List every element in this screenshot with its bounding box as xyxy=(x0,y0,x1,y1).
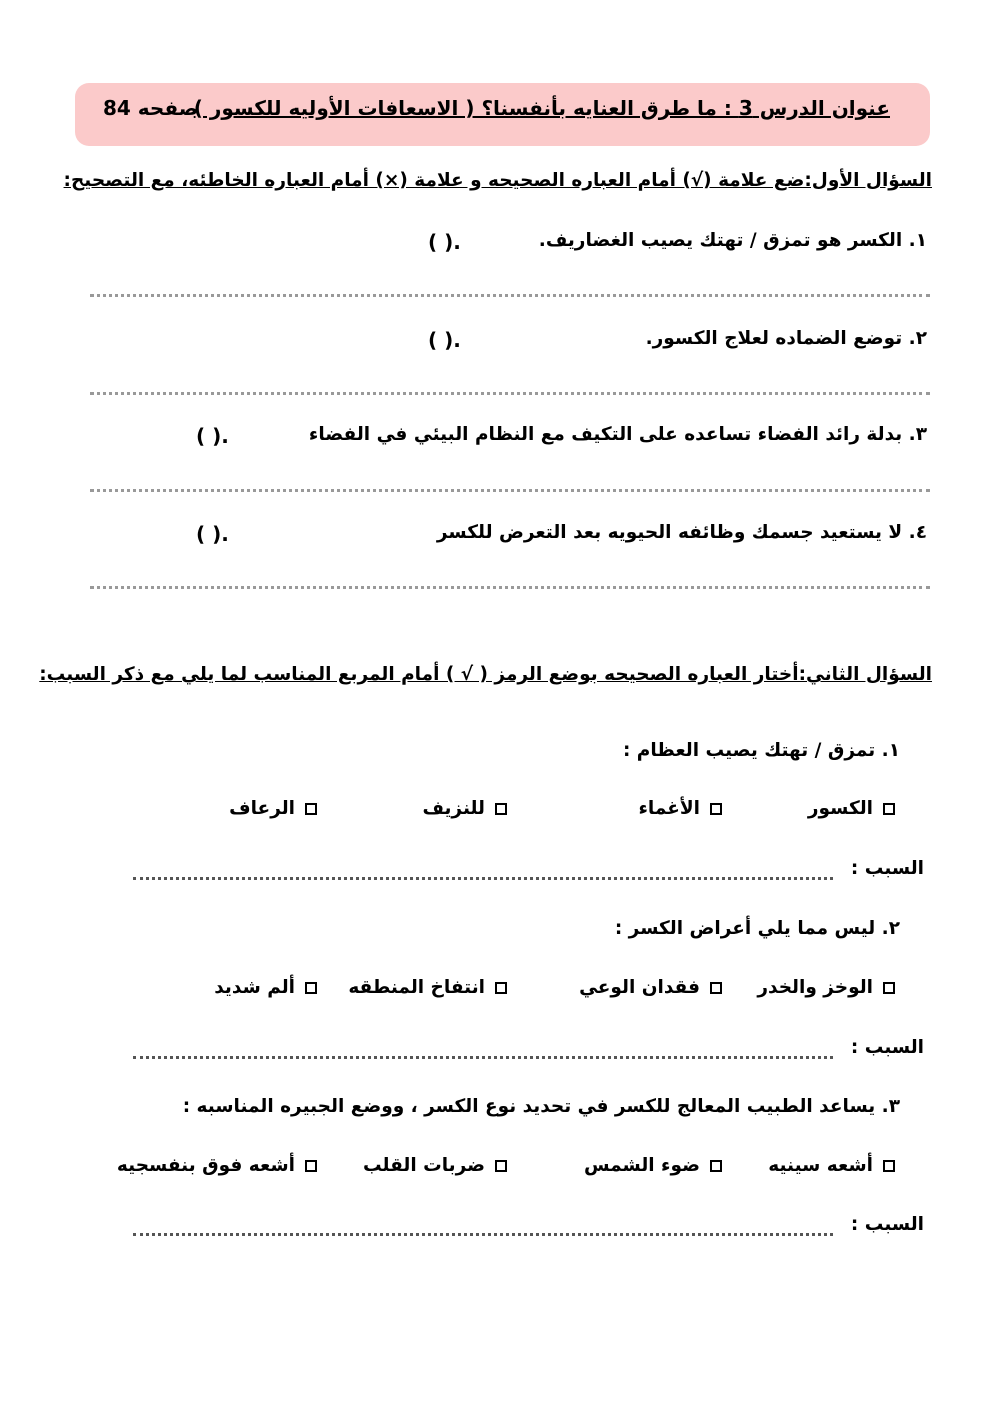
answer-parentheses[interactable]: ( ). xyxy=(196,522,229,546)
reason-line[interactable] xyxy=(133,877,833,880)
answer-parentheses[interactable]: ( ). xyxy=(428,230,461,254)
option-nosebleed[interactable] xyxy=(229,798,317,819)
question-2-heading: السؤال الثاني:أختار العباره الصحيحه بوضع الرمز ( √ ) أمام المربع المناسب لما يلي مع ذكر السبب: xyxy=(39,664,932,685)
checkbox[interactable] xyxy=(883,803,895,815)
question-1-heading: السؤال الأول:ضع علامة (√) أمام العباره الصحيحه و علامة (×) أمام العباره الخاطئه، مع التصحيح: xyxy=(63,170,932,191)
item-text: توضع الضماده لعلاج الكسور. xyxy=(645,328,903,349)
item-number: ١. xyxy=(881,740,900,761)
checkbox[interactable] xyxy=(495,1160,507,1172)
lesson-title: عنوان الدرس 3 : ما طرق العنايه بأنفسنا؟ ( الاسعافات الأوليه للكسور ) xyxy=(193,96,890,120)
option-label: أشعه فوق بنفسجيه xyxy=(116,1155,295,1176)
option-heartbeat[interactable] xyxy=(363,1155,507,1176)
item-number: ٤. xyxy=(908,522,927,543)
item-number: ٢. xyxy=(881,918,900,939)
checkbox[interactable] xyxy=(495,803,507,815)
reason-label: السبب : xyxy=(850,858,924,879)
reason-line[interactable] xyxy=(133,1233,833,1236)
option-ultraviolet[interactable] xyxy=(117,1155,317,1176)
item-text: تمزق / تهتك يصيب العظام : xyxy=(622,740,876,761)
q1-item-4 xyxy=(437,522,927,543)
q1-item-3 xyxy=(309,424,927,445)
option-bleeding[interactable] xyxy=(422,798,507,819)
page-reference: صفحه 84 xyxy=(103,96,199,120)
checkbox[interactable] xyxy=(710,803,722,815)
option-label: انتفاخ المنطقه xyxy=(348,977,485,998)
checkbox[interactable] xyxy=(883,1160,895,1172)
item-number: ١. xyxy=(908,230,927,251)
correction-line[interactable] xyxy=(90,489,930,492)
q2-item-3 xyxy=(183,1096,900,1117)
checkbox[interactable] xyxy=(305,1160,317,1172)
q1-item-2 xyxy=(646,328,927,349)
correction-line[interactable] xyxy=(90,294,930,297)
answer-parentheses[interactable]: ( ). xyxy=(196,424,229,448)
lesson-header xyxy=(75,83,930,146)
option-label: الرعاف xyxy=(229,798,295,819)
option-label: الوخز والخدر xyxy=(757,977,873,998)
correction-line[interactable] xyxy=(90,586,930,589)
item-text: لا يستعيد جسمك وظائفه الحيويه بعد التعرض للكسر xyxy=(436,522,903,543)
option-tingling[interactable] xyxy=(757,977,895,998)
reason-label: السبب : xyxy=(850,1214,924,1235)
option-swelling[interactable] xyxy=(348,977,507,998)
option-fractures[interactable] xyxy=(808,798,895,819)
item-number: ٣. xyxy=(881,1096,900,1117)
item-text: ليس مما يلي أعراض الكسر : xyxy=(614,918,876,939)
option-label: أشعه سينيه xyxy=(768,1155,873,1176)
option-sunlight[interactable] xyxy=(584,1155,722,1176)
option-severe-pain[interactable] xyxy=(214,977,317,998)
item-text: الكسر هو تمزق / تهتك يصيب الغضاريف. xyxy=(538,230,903,251)
checkbox[interactable] xyxy=(710,982,722,994)
option-x-rays[interactable] xyxy=(768,1155,895,1176)
q1-item-1 xyxy=(539,230,927,251)
checkbox[interactable] xyxy=(710,1160,722,1172)
item-text: بدلة رائد الفضاء تساعده على التكيف مع النظام البيئي في الفضاء xyxy=(308,424,903,445)
q2-item-2 xyxy=(615,918,900,939)
checkbox[interactable] xyxy=(305,982,317,994)
option-fainting[interactable] xyxy=(638,798,722,819)
option-label: فقدان الوعي xyxy=(579,977,700,998)
answer-parentheses[interactable]: ( ). xyxy=(428,328,461,352)
q2-item-1 xyxy=(623,740,900,761)
option-label: للنزيف xyxy=(422,798,485,819)
checkbox[interactable] xyxy=(883,982,895,994)
reason-line[interactable] xyxy=(133,1056,833,1059)
option-label: ضوء الشمس xyxy=(583,1155,700,1176)
item-number: ٢. xyxy=(908,328,927,349)
correction-line[interactable] xyxy=(90,392,930,395)
option-label: الأغماء xyxy=(638,798,700,819)
option-label: ضربات القلب xyxy=(362,1155,485,1176)
item-number: ٣. xyxy=(908,424,927,445)
reason-label: السبب : xyxy=(850,1037,924,1058)
option-label: الكسور xyxy=(807,798,873,819)
option-label: ألم شديد xyxy=(214,977,295,998)
checkbox[interactable] xyxy=(305,803,317,815)
item-text: يساعد الطبيب المعالج للكسر في تحديد نوع الكسر ، ووضع الجبيره المناسبه : xyxy=(182,1096,876,1117)
checkbox[interactable] xyxy=(495,982,507,994)
option-unconscious[interactable] xyxy=(579,977,722,998)
